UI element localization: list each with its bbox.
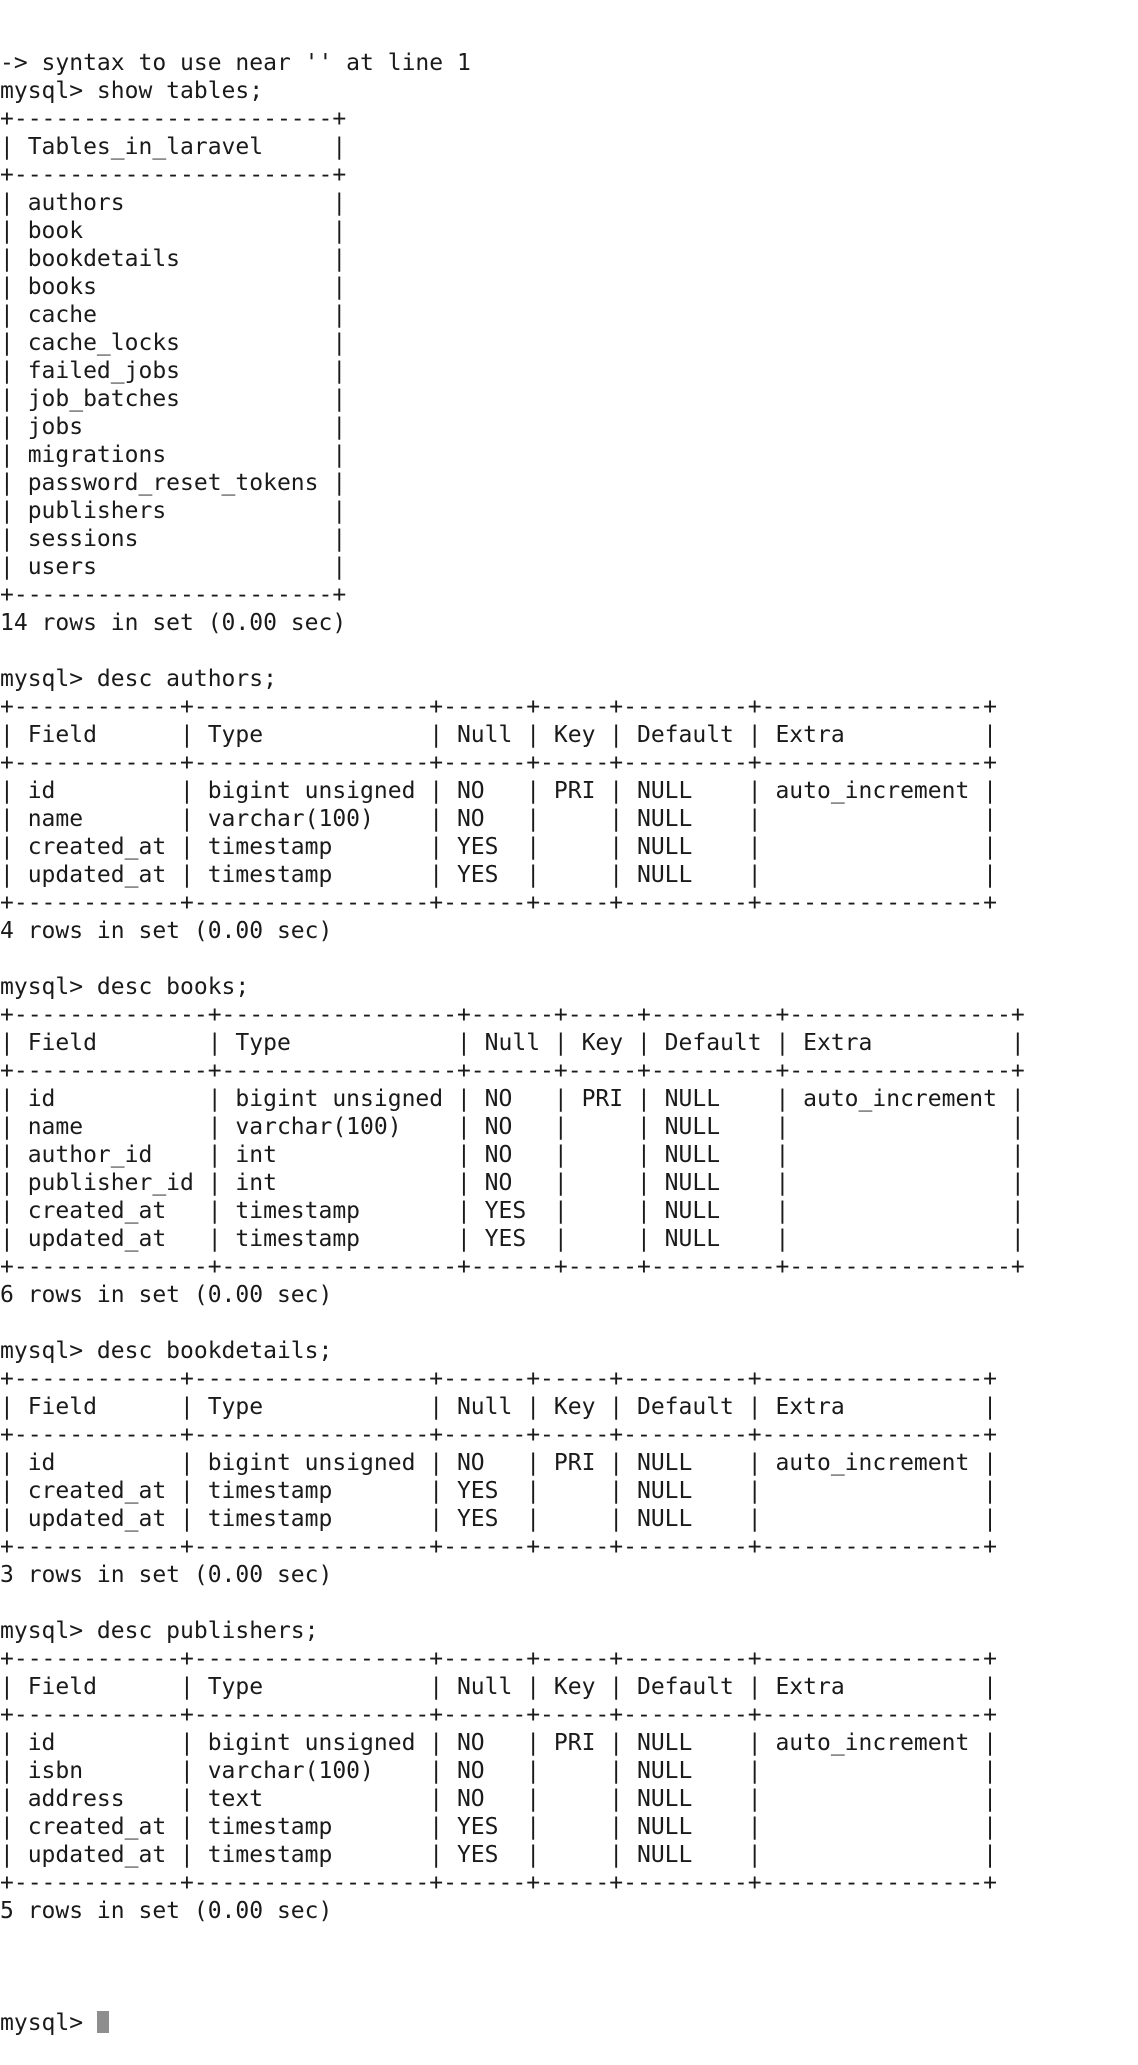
terminal-line: +--------------+-----------------+------+-----+---------+----------------+	[0, 1058, 1025, 1084]
terminal-line: 3 rows in set (0.00 sec)	[0, 1562, 333, 1588]
terminal-line: 6 rows in set (0.00 sec)	[0, 1282, 333, 1308]
terminal-line: +------------+-----------------+------+-----+---------+----------------+	[0, 1366, 997, 1392]
terminal-line: | Field | Type | Null | Key | Default | Extra |	[0, 1030, 1025, 1056]
terminal-line: | job_batches |	[0, 386, 347, 412]
terminal-line: | publishers |	[0, 498, 347, 524]
terminal-line: | id | bigint unsigned | NO | PRI | NULL | auto_increment |	[0, 778, 997, 804]
terminal-line: +------------+-----------------+------+-----+---------+----------------+	[0, 694, 997, 720]
terminal-line: | failed_jobs |	[0, 358, 347, 384]
terminal-line: +-----------------------+	[0, 582, 347, 608]
terminal-line: | cache_locks |	[0, 330, 347, 356]
terminal-line: mysql> show tables;	[0, 78, 264, 104]
terminal-line	[0, 945, 1138, 973]
terminal-line: | updated_at | timestamp | YES | | NULL | |	[0, 1506, 997, 1532]
terminal-line: | id | bigint unsigned | NO | PRI | NULL | auto_increment |	[0, 1450, 997, 1476]
terminal-line	[0, 1589, 1138, 1617]
terminal-line: | created_at | timestamp | YES | | NULL | |	[0, 834, 997, 860]
terminal-line: mysql> desc books;	[0, 974, 250, 1000]
terminal-line: | users |	[0, 554, 347, 580]
terminal-line: | Tables_in_laravel |	[0, 134, 347, 160]
terminal-line: | Field | Type | Null | Key | Default | Extra |	[0, 1394, 997, 1420]
terminal-line: | updated_at | timestamp | YES | | NULL | |	[0, 862, 997, 888]
terminal-line: | jobs |	[0, 414, 347, 440]
terminal-line: | books |	[0, 274, 347, 300]
terminal-line: mysql> desc publishers;	[0, 1618, 319, 1644]
terminal-line: | publisher_id | int | NO | | NULL | |	[0, 1170, 1025, 1196]
terminal-line	[0, 1309, 1138, 1337]
terminal-line: | migrations |	[0, 442, 347, 468]
terminal-line: | address | text | NO | | NULL | |	[0, 1786, 997, 1812]
terminal-line: | password_reset_tokens |	[0, 470, 347, 496]
terminal-line: | bookdetails |	[0, 246, 347, 272]
terminal-lines	[0, 49, 1138, 1953]
terminal-line: +------------+-----------------+------+-----+---------+----------------+	[0, 1646, 997, 1672]
terminal-line	[0, 1925, 1138, 1953]
cursor	[97, 2011, 109, 2033]
terminal-line: +------------+-----------------+------+-----+---------+----------------+	[0, 1422, 997, 1448]
terminal-line: | Field | Type | Null | Key | Default | Extra |	[0, 722, 997, 748]
terminal-line: +------------+-----------------+------+-----+---------+----------------+	[0, 1534, 997, 1560]
terminal-line: +------------+-----------------+------+-----+---------+----------------+	[0, 890, 997, 916]
terminal-line: | Field | Type | Null | Key | Default | Extra |	[0, 1674, 997, 1700]
terminal-line: | author_id | int | NO | | NULL | |	[0, 1142, 1025, 1168]
terminal-line: | name | varchar(100) | NO | | NULL | |	[0, 806, 997, 832]
terminal-line: | created_at | timestamp | YES | | NULL | |	[0, 1478, 997, 1504]
terminal-line: | sessions |	[0, 526, 347, 552]
terminal-line: +-----------------------+	[0, 106, 347, 132]
terminal-line: | id | bigint unsigned | NO | PRI | NULL | auto_increment |	[0, 1730, 997, 1756]
terminal-line: +-----------------------+	[0, 162, 347, 188]
terminal-line: | created_at | timestamp | YES | | NULL | |	[0, 1198, 1025, 1224]
terminal-line: 4 rows in set (0.00 sec)	[0, 918, 333, 944]
terminal-line: +--------------+-----------------+------+-----+---------+----------------+	[0, 1002, 1025, 1028]
terminal-line: | book |	[0, 218, 347, 244]
prompt-line[interactable]	[0, 2009, 1138, 2037]
terminal-line: | isbn | varchar(100) | NO | | NULL | |	[0, 1758, 997, 1784]
terminal-line: | authors |	[0, 190, 347, 216]
terminal-line: | created_at | timestamp | YES | | NULL | |	[0, 1814, 997, 1840]
terminal-line: +------------+-----------------+------+-----+---------+----------------+	[0, 750, 997, 776]
terminal-line: +------------+-----------------+------+-----+---------+----------------+	[0, 1870, 997, 1896]
terminal-line: 5 rows in set (0.00 sec)	[0, 1898, 333, 1924]
terminal-line: +--------------+-----------------+------+-----+---------+----------------+	[0, 1254, 1025, 1280]
terminal-line: | cache |	[0, 302, 347, 328]
terminal-line: +------------+-----------------+------+-----+---------+----------------+	[0, 1702, 997, 1728]
prompt-text: mysql>	[0, 2010, 97, 2036]
terminal-line	[0, 637, 1138, 665]
terminal-line: | name | varchar(100) | NO | | NULL | |	[0, 1114, 1025, 1140]
terminal-line: mysql> desc authors;	[0, 666, 277, 692]
terminal-line: | updated_at | timestamp | YES | | NULL | |	[0, 1226, 1025, 1252]
terminal-line: mysql> desc bookdetails;	[0, 1338, 333, 1364]
terminal-line: 14 rows in set (0.00 sec)	[0, 610, 347, 636]
terminal-line: | updated_at | timestamp | YES | | NULL | |	[0, 1842, 997, 1868]
terminal-line: -> syntax to use near '' at line 1	[0, 50, 471, 76]
terminal-line: | id | bigint unsigned | NO | PRI | NULL | auto_increment |	[0, 1086, 1025, 1112]
